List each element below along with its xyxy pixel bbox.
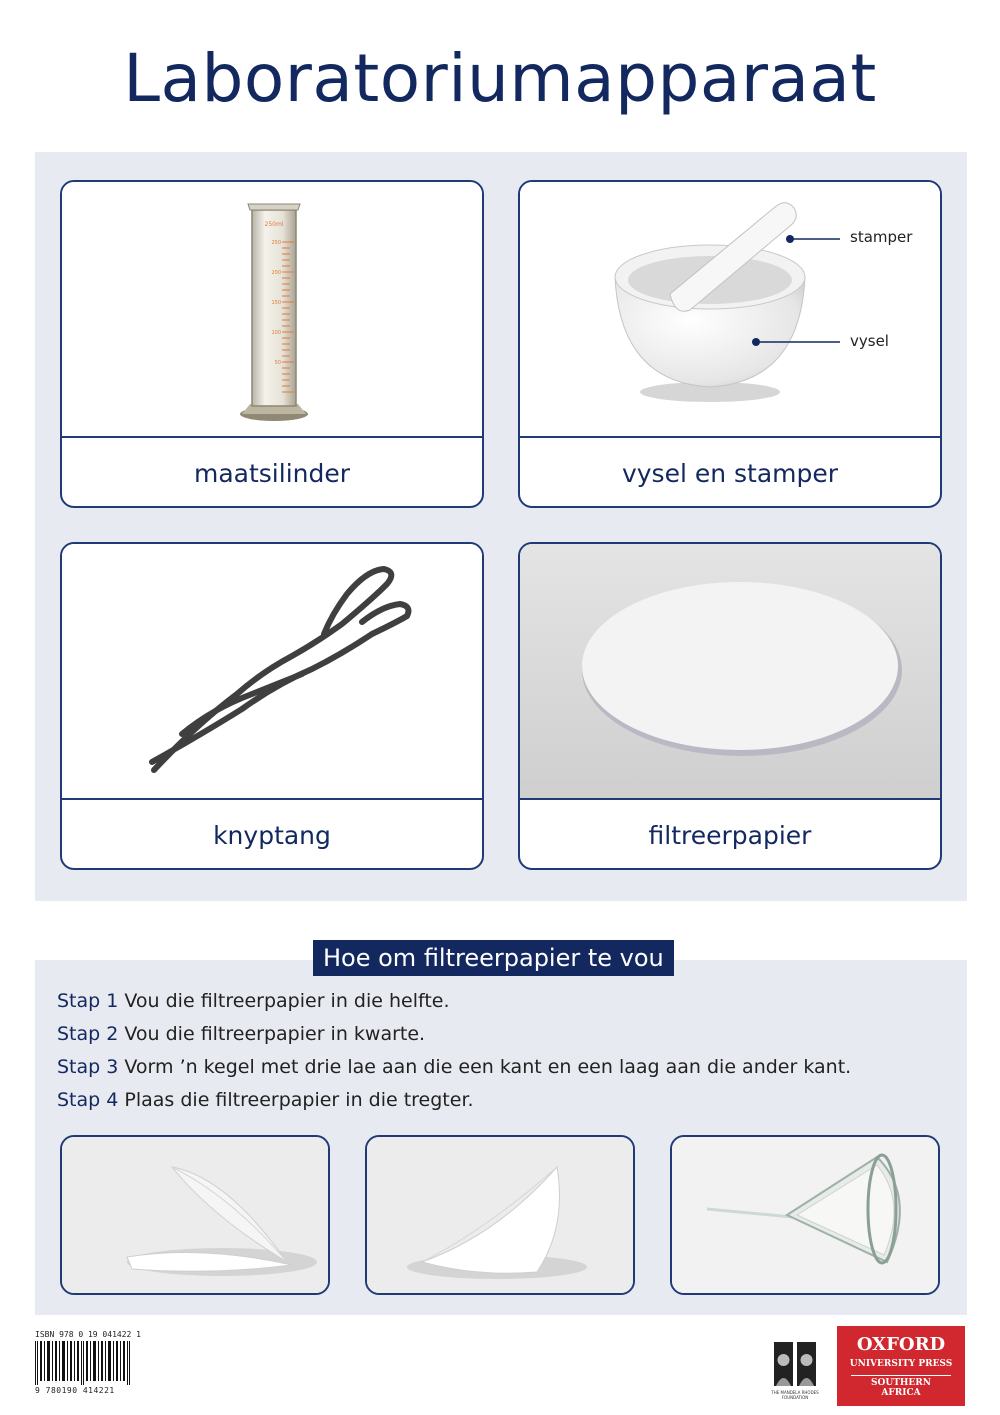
cylinder-tick: 50 [274, 360, 281, 366]
graduated-cylinder-icon [62, 182, 484, 436]
pestle-annotation: stamper [850, 228, 913, 246]
cylinder-capacity: 250ml [264, 221, 284, 228]
filter-paper-icon [520, 544, 942, 798]
step-2 [57, 1023, 425, 1045]
cylinder-tick: 250 [271, 240, 281, 246]
step-photo-funnel [670, 1135, 940, 1295]
oxford-line3: SOUTHERN AFRICA [851, 1375, 951, 1398]
step-4 [57, 1089, 474, 1111]
card-image [62, 182, 482, 436]
card-image [520, 182, 940, 436]
card-knyptang [60, 542, 484, 870]
step-label: Stap 3 [57, 1056, 119, 1078]
cylinder-tick: 100 [271, 330, 281, 336]
step-label: Stap 1 [57, 990, 119, 1012]
card-filtreerpapier [518, 542, 942, 870]
funnel-with-paper-icon [672, 1137, 940, 1295]
card-image [520, 544, 940, 798]
barcode-icon [35, 1341, 135, 1385]
oxford-line1: OXFORD [856, 1334, 946, 1355]
card-vysel-en-stamper [518, 180, 942, 508]
mortar-annotation: vysel [850, 332, 889, 350]
folded-quarter-paper-icon [367, 1137, 635, 1295]
mortar-pestle-icon [520, 182, 942, 436]
card-image [62, 544, 482, 798]
step-text: Vorm ’n kegel met drie lae aan die een kant en een laag aan die ander kant. [124, 1056, 852, 1078]
step-1 [57, 990, 450, 1012]
card-label: maatsilinder [62, 436, 482, 508]
folded-half-paper-icon [62, 1137, 330, 1295]
step-label: Stap 2 [57, 1023, 119, 1045]
step-text: Plaas die filtreerpapier in die tregter. [124, 1089, 474, 1111]
card-label: knyptang [62, 798, 482, 870]
crucible-tongs-icon [62, 544, 484, 798]
card-label: filtreerpapier [520, 798, 940, 870]
step-3 [57, 1056, 851, 1078]
step-label: Stap 4 [57, 1089, 119, 1111]
barcode-number: 9 780190 414221 [35, 1386, 115, 1395]
steps-title: Hoe om filtreerpapier te vou [313, 940, 674, 976]
oxford-line2: UNIVERSITY PRESS [849, 1359, 953, 1369]
cylinder-tick: 150 [271, 300, 281, 306]
mandela-logo [760, 1330, 830, 1410]
mandela-portraits-icon [774, 1342, 816, 1386]
card-maatsilinder [60, 180, 484, 508]
step-text: Vou die filtreerpapier in kwarte. [124, 1023, 426, 1045]
step-photo-half-fold [60, 1135, 330, 1295]
page-title: Laboratoriumapparaat [123, 40, 877, 117]
mandela-text: THE MANDELA RHODES FOUNDATION [771, 1390, 819, 1400]
step-text: Vou die filtreerpapier in die helfte. [124, 990, 450, 1012]
card-label: vysel en stamper [520, 436, 940, 508]
oxford-logo [837, 1326, 965, 1406]
cylinder-tick: 200 [271, 270, 281, 276]
isbn-label: ISBN 978 0 19 041422 1 [35, 1330, 141, 1339]
step-photo-quarter-fold [365, 1135, 635, 1295]
